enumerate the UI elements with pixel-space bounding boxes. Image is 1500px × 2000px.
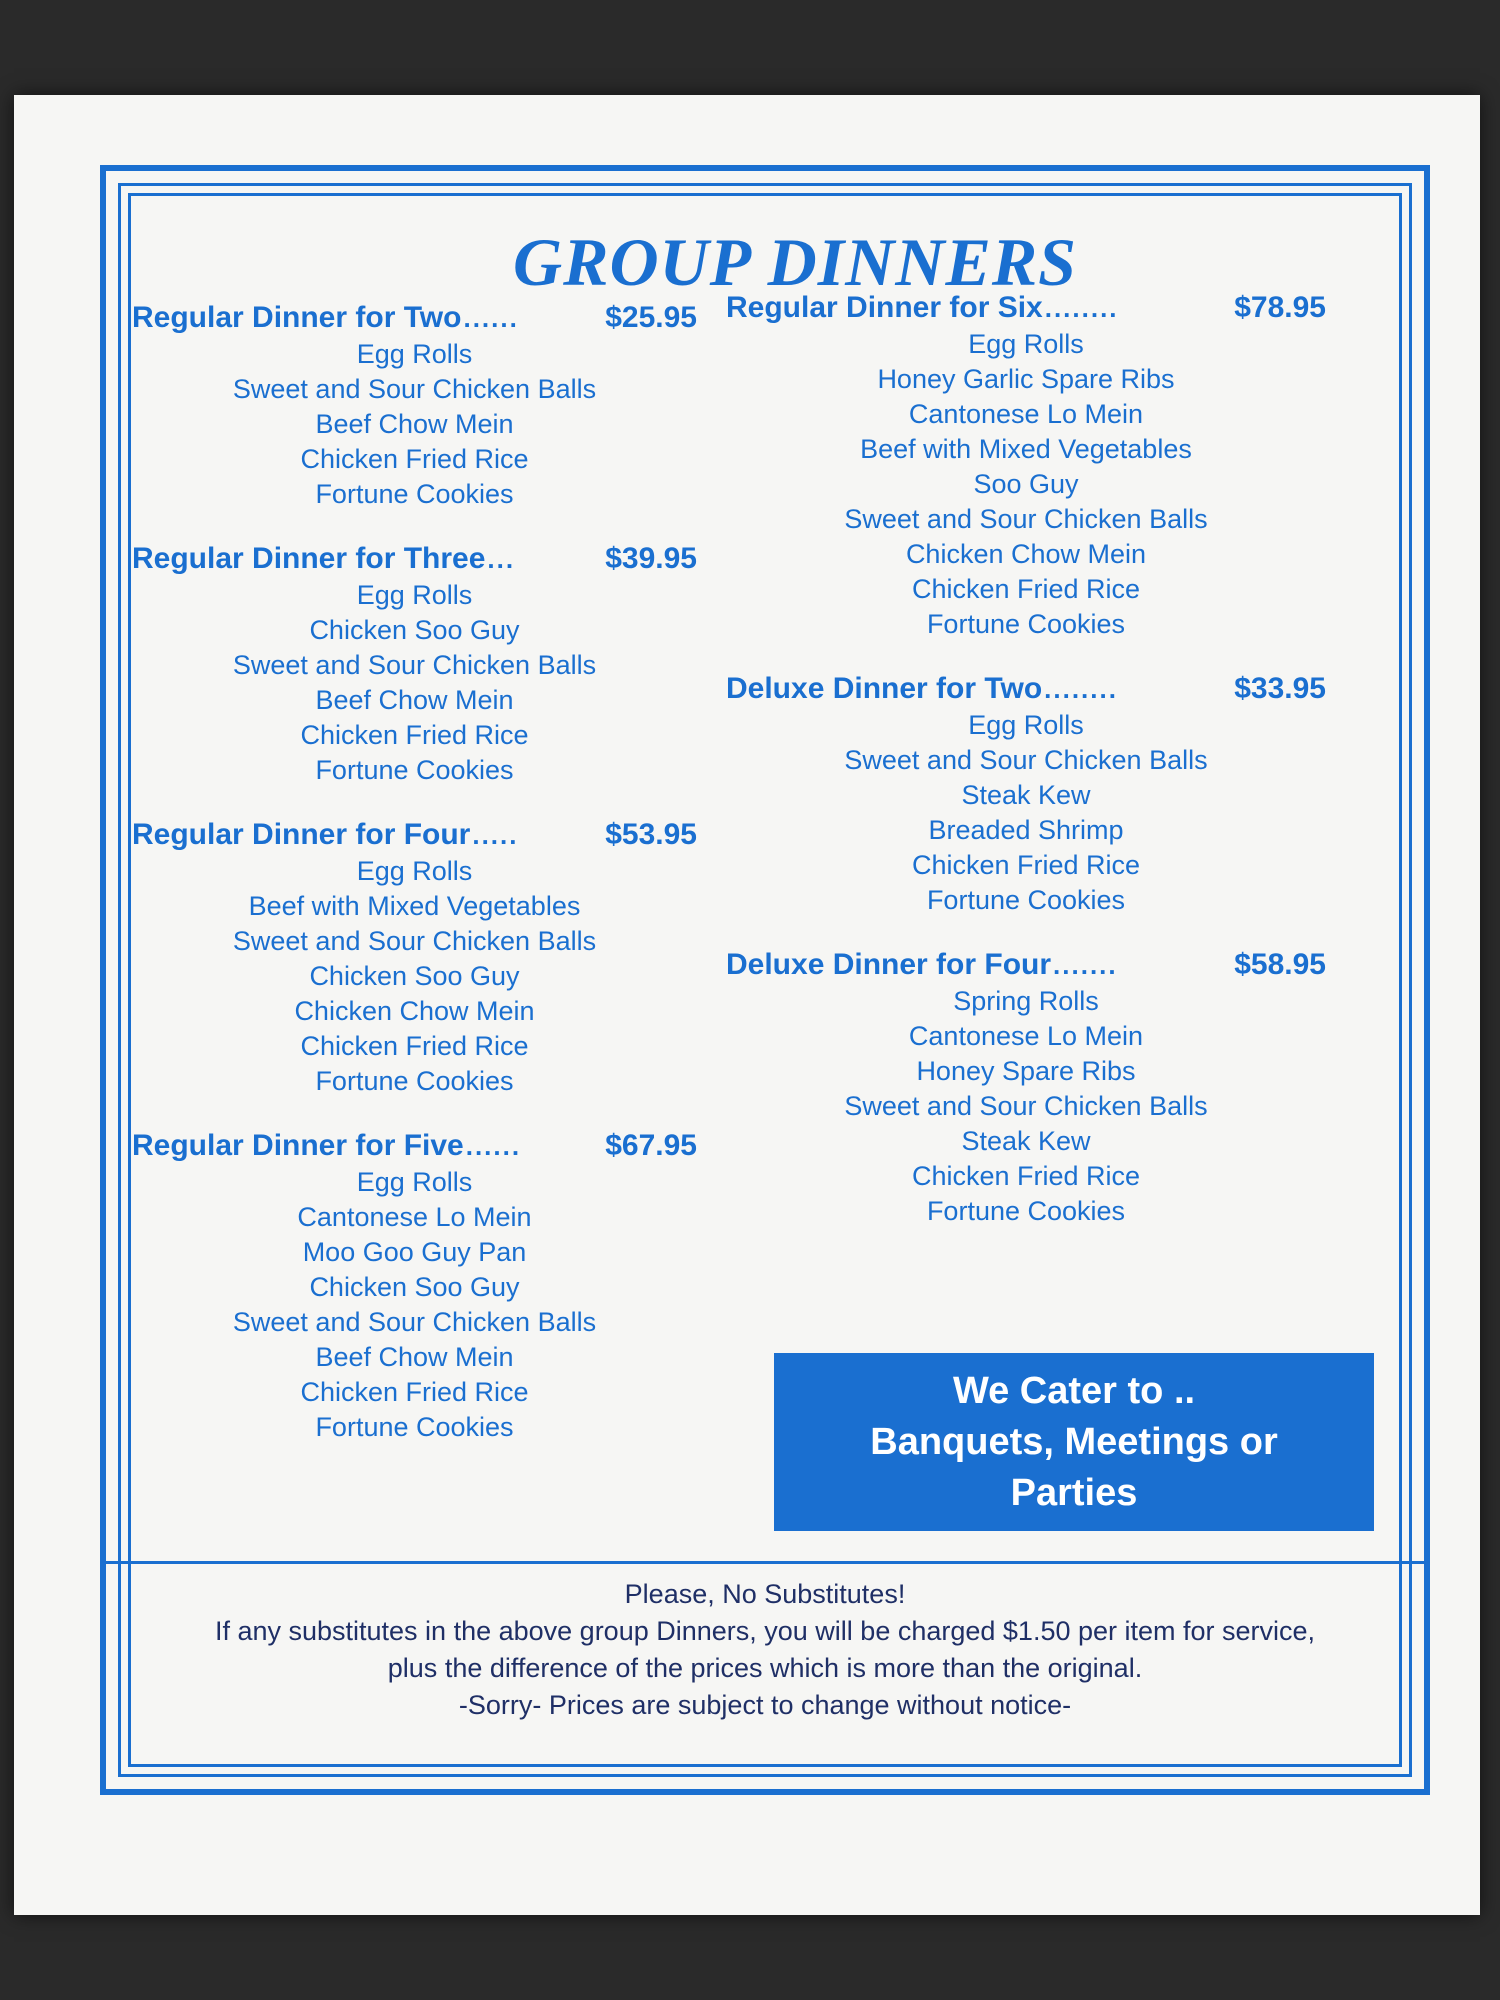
dinner-heading bbox=[132, 818, 697, 852]
dinner-package bbox=[132, 542, 697, 788]
list-item: Fortune Cookies bbox=[926, 609, 1126, 639]
list-item: Beef with Mixed Vegetables bbox=[860, 434, 1192, 464]
list-item: Chicken Fried Rice bbox=[911, 574, 1141, 604]
dinner-name: Regular Dinner for Three bbox=[132, 542, 486, 575]
dinner-items bbox=[132, 1165, 697, 1445]
dinner-leader-dots: ...... bbox=[465, 1131, 522, 1161]
list-item: Spring Rolls bbox=[953, 986, 1099, 1016]
list-item: Egg Rolls bbox=[356, 1167, 473, 1197]
notice-block bbox=[106, 1576, 1424, 1724]
dinner-name: Regular Dinner for Five bbox=[132, 1129, 464, 1162]
dinner-leader-dots: ..... bbox=[472, 820, 519, 850]
list-item: Cantonese Lo Mein bbox=[908, 1021, 1144, 1051]
list-item: Chicken Soo Guy bbox=[309, 1272, 520, 1302]
dinner-leader-dots: ....... bbox=[1053, 950, 1118, 980]
list-item: Sweet and Sour Chicken Balls bbox=[232, 374, 597, 404]
list-item: Beef Chow Mein bbox=[315, 1342, 514, 1372]
notice-line: plus the difference of the prices which is more than the original. bbox=[387, 1653, 1143, 1683]
dinner-leader-dots: ... bbox=[487, 544, 516, 574]
dinner-price: $25.95 bbox=[605, 301, 697, 334]
list-item: Soo Guy bbox=[973, 469, 1079, 499]
list-item: Egg Rolls bbox=[356, 856, 473, 886]
dinner-price: $58.95 bbox=[1234, 948, 1326, 981]
list-item: Sweet and Sour Chicken Balls bbox=[232, 1307, 597, 1337]
dinner-name: Regular Dinner for Six bbox=[726, 291, 1043, 324]
notice-heading: Please, No Substitutes! bbox=[624, 1579, 906, 1609]
page-title: GROUP DINNERS bbox=[512, 224, 1077, 300]
dinner-items bbox=[132, 337, 697, 512]
dinner-heading bbox=[132, 301, 697, 335]
list-item: Breaded Shrimp bbox=[928, 815, 1124, 845]
list-item: Steak Kew bbox=[961, 1126, 1091, 1156]
list-item: Fortune Cookies bbox=[926, 1196, 1126, 1226]
list-item: Fortune Cookies bbox=[315, 1412, 514, 1442]
list-item: Sweet and Sour Chicken Balls bbox=[232, 926, 597, 956]
list-item: Chicken Soo Guy bbox=[309, 961, 520, 991]
list-item: Fortune Cookies bbox=[926, 885, 1126, 915]
catering-line: Parties bbox=[1010, 1471, 1138, 1514]
list-item: Chicken Fried Rice bbox=[911, 1161, 1141, 1191]
catering-banner bbox=[774, 1353, 1374, 1531]
list-item: Egg Rolls bbox=[968, 710, 1084, 740]
list-item: Chicken Fried Rice bbox=[300, 1031, 529, 1061]
list-item: Beef Chow Mein bbox=[315, 409, 514, 439]
list-item: Chicken Chow Mein bbox=[294, 996, 535, 1026]
dinner-items bbox=[726, 327, 1326, 642]
catering-line: Banquets, Meetings or bbox=[870, 1420, 1278, 1463]
list-item: Egg Rolls bbox=[356, 339, 473, 369]
dinner-heading bbox=[726, 291, 1326, 325]
list-item: Fortune Cookies bbox=[315, 1066, 514, 1096]
dinner-name: Deluxe Dinner for Two bbox=[726, 672, 1043, 705]
dinner-items bbox=[726, 984, 1326, 1229]
dinner-package bbox=[726, 291, 1326, 642]
list-item: Chicken Fried Rice bbox=[300, 1377, 529, 1407]
list-item: Egg Rolls bbox=[356, 580, 473, 610]
dinner-package bbox=[132, 818, 697, 1099]
dinner-price: $33.95 bbox=[1234, 672, 1326, 705]
notice-line: If any substitutes in the above group Dinners, you will be charged $1.50 per item for service, bbox=[214, 1616, 1316, 1646]
list-item: Sweet and Sour Chicken Balls bbox=[232, 650, 597, 680]
dinner-items bbox=[132, 854, 697, 1099]
list-item: Sweet and Sour Chicken Balls bbox=[844, 1091, 1208, 1121]
dinner-price: $78.95 bbox=[1234, 291, 1326, 324]
dinner-name: Regular Dinner for Four bbox=[132, 818, 471, 851]
list-item: Honey Garlic Spare Ribs bbox=[877, 364, 1175, 394]
dinner-package bbox=[726, 672, 1326, 918]
list-item: Egg Rolls bbox=[968, 329, 1084, 359]
menu-frame bbox=[100, 165, 1430, 1795]
dinner-name: Deluxe Dinner for Four bbox=[726, 948, 1052, 981]
dinner-price: $53.95 bbox=[605, 818, 697, 851]
list-item: Steak Kew bbox=[961, 780, 1091, 810]
list-item: Chicken Fried Rice bbox=[911, 850, 1141, 880]
notice-divider bbox=[106, 1561, 1424, 1564]
dinner-price: $39.95 bbox=[605, 542, 697, 575]
dinner-leader-dots: ...... bbox=[463, 303, 519, 333]
list-item: Honey Spare Ribs bbox=[916, 1056, 1136, 1086]
right-column bbox=[726, 291, 1326, 1259]
list-item: Sweet and Sour Chicken Balls bbox=[844, 745, 1208, 775]
left-column bbox=[132, 301, 697, 1475]
dinner-price: $67.95 bbox=[605, 1129, 697, 1162]
list-item: Cantonese Lo Mein bbox=[297, 1202, 532, 1232]
list-item: Beef with Mixed Vegetables bbox=[248, 891, 581, 921]
dinner-items bbox=[132, 578, 697, 788]
list-item: Chicken Soo Guy bbox=[309, 615, 520, 645]
list-item: Chicken Fried Rice bbox=[300, 720, 529, 750]
dinner-heading bbox=[132, 1129, 697, 1163]
dinner-heading bbox=[726, 948, 1326, 982]
list-item: Sweet and Sour Chicken Balls bbox=[844, 504, 1208, 534]
dinner-package bbox=[132, 1129, 697, 1445]
dinner-leader-dots: ........ bbox=[1044, 293, 1119, 323]
list-item: Fortune Cookies bbox=[315, 479, 514, 509]
dinner-name: Regular Dinner for Two bbox=[132, 301, 462, 334]
catering-line: We Cater to .. bbox=[952, 1369, 1196, 1412]
notice-line: -Sorry- Prices are subject to change without notice- bbox=[458, 1690, 1072, 1720]
list-item: Chicken Chow Mein bbox=[905, 539, 1147, 569]
dinner-items bbox=[726, 708, 1326, 918]
dinner-leader-dots: ........ bbox=[1044, 674, 1118, 704]
dinner-heading bbox=[726, 672, 1326, 706]
list-item: Cantonese Lo Mein bbox=[908, 399, 1144, 429]
dinner-package bbox=[132, 301, 697, 512]
dinner-package bbox=[726, 948, 1326, 1229]
list-item: Fortune Cookies bbox=[315, 755, 514, 785]
list-item: Beef Chow Mein bbox=[315, 685, 514, 715]
list-item: Moo Goo Guy Pan bbox=[302, 1237, 527, 1267]
list-item: Chicken Fried Rice bbox=[300, 444, 529, 474]
dinner-heading bbox=[132, 542, 697, 576]
